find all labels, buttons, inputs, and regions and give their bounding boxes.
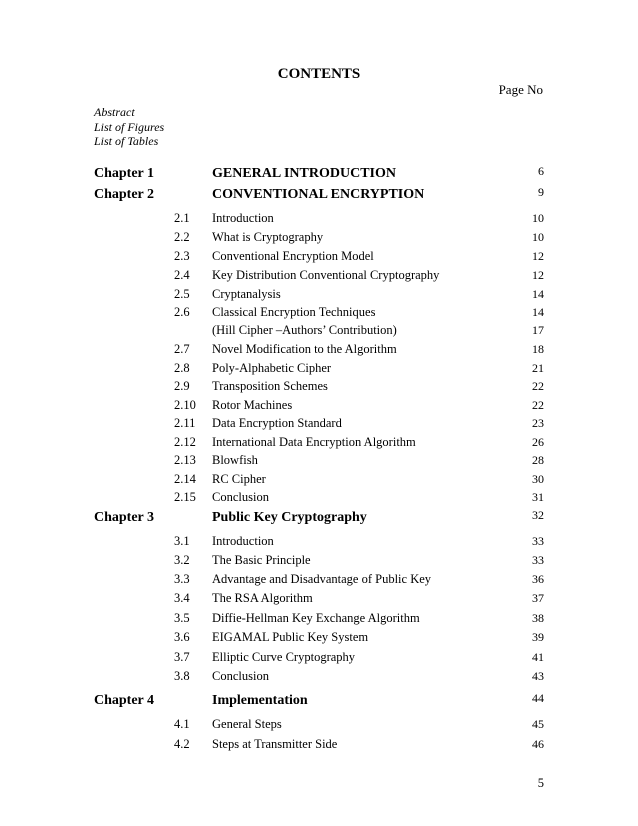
page-number: 37 <box>532 591 544 605</box>
toc-section-row <box>0 737 638 757</box>
section-number: 2.5 <box>174 287 190 301</box>
toc-section-row <box>0 717 638 737</box>
page-number: 12 <box>532 249 544 263</box>
page-number: 39 <box>532 630 544 644</box>
section-title: Cryptanalysis <box>212 287 281 301</box>
toc-section-row <box>0 379 638 399</box>
chapter-label: Chapter 2 <box>94 187 155 202</box>
toc-section-row <box>0 591 638 611</box>
toc-section-row <box>0 572 638 592</box>
section-number: 2.15 <box>174 490 196 504</box>
section-title: The Basic Principle <box>212 553 311 567</box>
page-number: 31 <box>532 490 544 504</box>
section-title: RC Cipher <box>212 472 266 486</box>
section-title: Advantage and Disadvantage of Public Key <box>212 572 432 586</box>
toc-section-row <box>0 361 638 381</box>
chapter-title: CONVENTIONAL ENCRYPTION <box>212 187 425 202</box>
toc-section-row <box>0 268 638 288</box>
page-number: 23 <box>532 416 544 430</box>
section-number: 3.2 <box>174 553 190 567</box>
section-number: 2.3 <box>174 249 190 263</box>
section-number: 2.2 <box>174 230 190 244</box>
section-number: 3.5 <box>174 611 190 625</box>
section-number: 3.7 <box>174 650 190 664</box>
section-number: 3.8 <box>174 669 190 683</box>
prelim-abstract: Abstract <box>94 105 135 119</box>
section-title: Steps at Transmitter Side <box>212 737 338 751</box>
section-number: 2.9 <box>174 379 190 393</box>
toc-section-row <box>0 650 638 670</box>
page-number: 6 <box>538 164 544 178</box>
section-number: 2.4 <box>174 268 190 282</box>
toc-section-row <box>0 553 638 573</box>
section-title: Conclusion <box>212 669 269 683</box>
page-number: 38 <box>532 611 544 625</box>
section-number: 3.1 <box>174 534 190 548</box>
toc-section-row <box>0 435 638 455</box>
toc-section-row <box>0 611 638 631</box>
section-number: 2.10 <box>174 398 196 412</box>
toc-section-row <box>0 534 638 554</box>
section-number: 3.4 <box>174 591 190 605</box>
section-title: Conventional Encryption Model <box>212 249 374 263</box>
page-number: 33 <box>532 534 544 548</box>
section-number: 2.13 <box>174 453 196 467</box>
section-title: Elliptic Curve Cryptography <box>212 650 356 664</box>
toc-section-row <box>0 249 638 269</box>
page-title: CONTENTS <box>277 66 361 82</box>
section-title: EIGAMAL Public Key System <box>212 630 369 644</box>
page-number: 12 <box>532 268 544 282</box>
section-number: 3.3 <box>174 572 190 586</box>
chapter-title: GENERAL INTRODUCTION <box>212 166 396 181</box>
page-number: 44 <box>532 691 544 705</box>
page-number: 32 <box>532 508 544 522</box>
page-number: 43 <box>532 669 544 683</box>
section-title: International Data Encryption Algorithm <box>212 435 416 449</box>
page-number: 10 <box>532 230 544 244</box>
section-title: The RSA Algorithm <box>212 591 313 605</box>
toc-section-row <box>0 211 638 231</box>
section-number: 2.11 <box>174 416 196 430</box>
section-number: 2.1 <box>174 211 190 225</box>
section-number: 4.2 <box>174 737 190 751</box>
prelims-list <box>94 105 164 149</box>
section-title: Transposition Schemes <box>212 379 328 393</box>
toc-section-row <box>0 323 638 343</box>
page-number: 17 <box>532 323 544 337</box>
section-number: 3.6 <box>174 630 190 644</box>
section-number: 2.14 <box>174 472 196 486</box>
page-number: 28 <box>532 453 544 467</box>
section-title: Data Encryption Standard <box>212 416 342 430</box>
toc-section-row <box>0 287 638 307</box>
toc-section-row <box>0 490 638 510</box>
page-number: 10 <box>532 211 544 225</box>
section-title: Key Distribution Conventional Cryptography <box>212 268 440 282</box>
page-number: 36 <box>532 572 544 586</box>
section-title: (Hill Cipher –Authors’ Contribution) <box>212 323 397 337</box>
section-title: Introduction <box>212 211 274 225</box>
toc-section-row <box>0 305 638 325</box>
page-number: 30 <box>532 472 544 486</box>
toc-section-row <box>0 630 638 650</box>
section-number: 2.6 <box>174 305 190 319</box>
page-number: 46 <box>532 737 544 751</box>
chapter-title: Implementation <box>212 693 308 708</box>
footer-page-number: 5 <box>537 776 544 790</box>
page-number: 14 <box>532 287 544 301</box>
section-number: 2.8 <box>174 361 190 375</box>
page-number: 18 <box>532 342 544 356</box>
page-number: 26 <box>532 435 544 449</box>
page-number: 21 <box>532 361 544 375</box>
section-title: Diffie-Hellman Key Exchange Algorithm <box>212 611 420 625</box>
page-number: 14 <box>532 305 544 319</box>
prelim-list-of-figures: List of Figures <box>94 119 165 134</box>
section-title: Poly-Alphabetic Cipher <box>212 361 332 375</box>
toc-section-row <box>0 398 638 418</box>
page-number: 22 <box>532 398 544 412</box>
toc-section-row <box>0 342 638 362</box>
chapter-label: Chapter 3 <box>94 510 155 525</box>
section-title: Conclusion <box>212 490 269 504</box>
section-title: Classical Encryption Techniques <box>212 305 376 319</box>
page-number: 45 <box>532 717 544 731</box>
toc-chapter-row <box>0 693 638 713</box>
section-title: Novel Modification to the Algorithm <box>212 342 397 356</box>
section-number: 4.1 <box>174 717 190 731</box>
page-number: 41 <box>532 650 544 664</box>
toc-section-row <box>0 230 638 250</box>
toc-chapter-row <box>0 510 638 530</box>
page-number: 9 <box>538 185 544 199</box>
toc-chapter-row <box>0 187 638 207</box>
prelim-list-of-tables: List of Tables <box>94 134 159 148</box>
toc-section-row <box>0 472 638 492</box>
section-title: General Steps <box>212 717 282 731</box>
chapter-label: Chapter 4 <box>94 693 155 708</box>
chapter-title: Public Key Cryptography <box>212 510 367 525</box>
section-title: Rotor Machines <box>212 398 293 412</box>
section-number: 2.12 <box>174 435 196 449</box>
toc-section-row <box>0 453 638 473</box>
section-title: Introduction <box>212 534 274 548</box>
section-number: 2.7 <box>174 342 190 356</box>
page-number: 22 <box>532 379 544 393</box>
section-title: What is Cryptography <box>212 230 324 244</box>
page-no-header: Page No <box>498 82 543 97</box>
toc-chapter-row <box>0 166 638 186</box>
chapter-label: Chapter 1 <box>94 166 155 181</box>
toc-section-row <box>0 416 638 436</box>
page-number: 33 <box>532 553 544 567</box>
toc-section-row <box>0 669 638 689</box>
section-title: Blowfish <box>212 453 258 467</box>
